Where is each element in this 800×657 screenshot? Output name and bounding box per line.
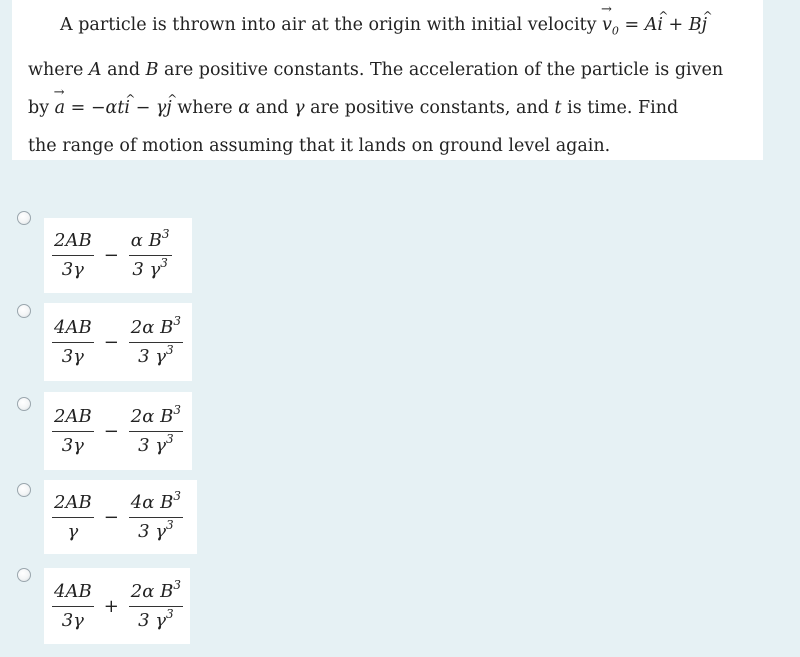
a-vector-symbol: a →	[55, 89, 65, 127]
option-3-term-2: $\frac{2\alpha B^3}{3 \gamma^3}$	[130, 402, 181, 456]
option-2-operator: −	[103, 331, 119, 353]
option-2-answer[interactable]	[44, 303, 192, 381]
option-1-radio[interactable]	[17, 211, 31, 225]
option-1-term-1: $\frac{2AB}{3\gamma}$	[54, 230, 92, 280]
option-3-term-1: $\frac{2AB}{3\gamma}$	[54, 405, 92, 456]
option-5-operator: +	[103, 595, 119, 617]
option-1-operator: −	[103, 245, 119, 266]
question-text	[12, 0, 763, 160]
option-2-term-1: $\frac{4AB}{3\gamma}$	[54, 316, 92, 367]
option-2-radio[interactable]	[17, 304, 31, 318]
option-4-radio[interactable]	[17, 483, 31, 497]
option-4-term-2: $\frac{4\alpha B^3}{3 \gamma^3}$	[130, 488, 181, 542]
option-3-radio[interactable]	[17, 397, 31, 411]
option-4-answer[interactable]	[44, 480, 197, 554]
option-1-answer[interactable]	[44, 218, 192, 293]
question-line-4: the range of motion assuming that it lands on ground level again.	[28, 135, 611, 156]
option-2-term-2: $\frac{2\alpha B^3}{3 \gamma^3}$	[130, 313, 181, 367]
option-5-term-1: $\frac{4AB}{3\gamma}$	[54, 580, 92, 631]
v0-vector-symbol: $v_0$ →	[602, 6, 619, 51]
option-5-term-2: $\frac{2\alpha B^3}{3 \gamma^3}$	[130, 577, 181, 631]
option-3-answer[interactable]	[44, 392, 192, 470]
question-line-1: A particle is thrown into air at the origin with initial velocity $v_0$ → = Ai ^ + Bj ^	[28, 6, 755, 51]
option-4-operator: −	[103, 506, 119, 528]
option-4-term-1: $\frac{2AB}{\gamma}$	[54, 491, 92, 542]
question-line-3: by a → = −αti ^ − γj ^ where α and γ are positive constants, and t is time. Find	[28, 89, 755, 127]
option-1-term-2: $\frac{\alpha B^3}{3 \gamma^3}$	[130, 227, 170, 280]
option-5-answer[interactable]	[44, 568, 190, 644]
question-line-2: where A and B are positive constants. The acceleration of the particle is given	[28, 59, 724, 80]
option-5-radio[interactable]	[17, 568, 31, 582]
option-3-operator: −	[103, 420, 119, 442]
